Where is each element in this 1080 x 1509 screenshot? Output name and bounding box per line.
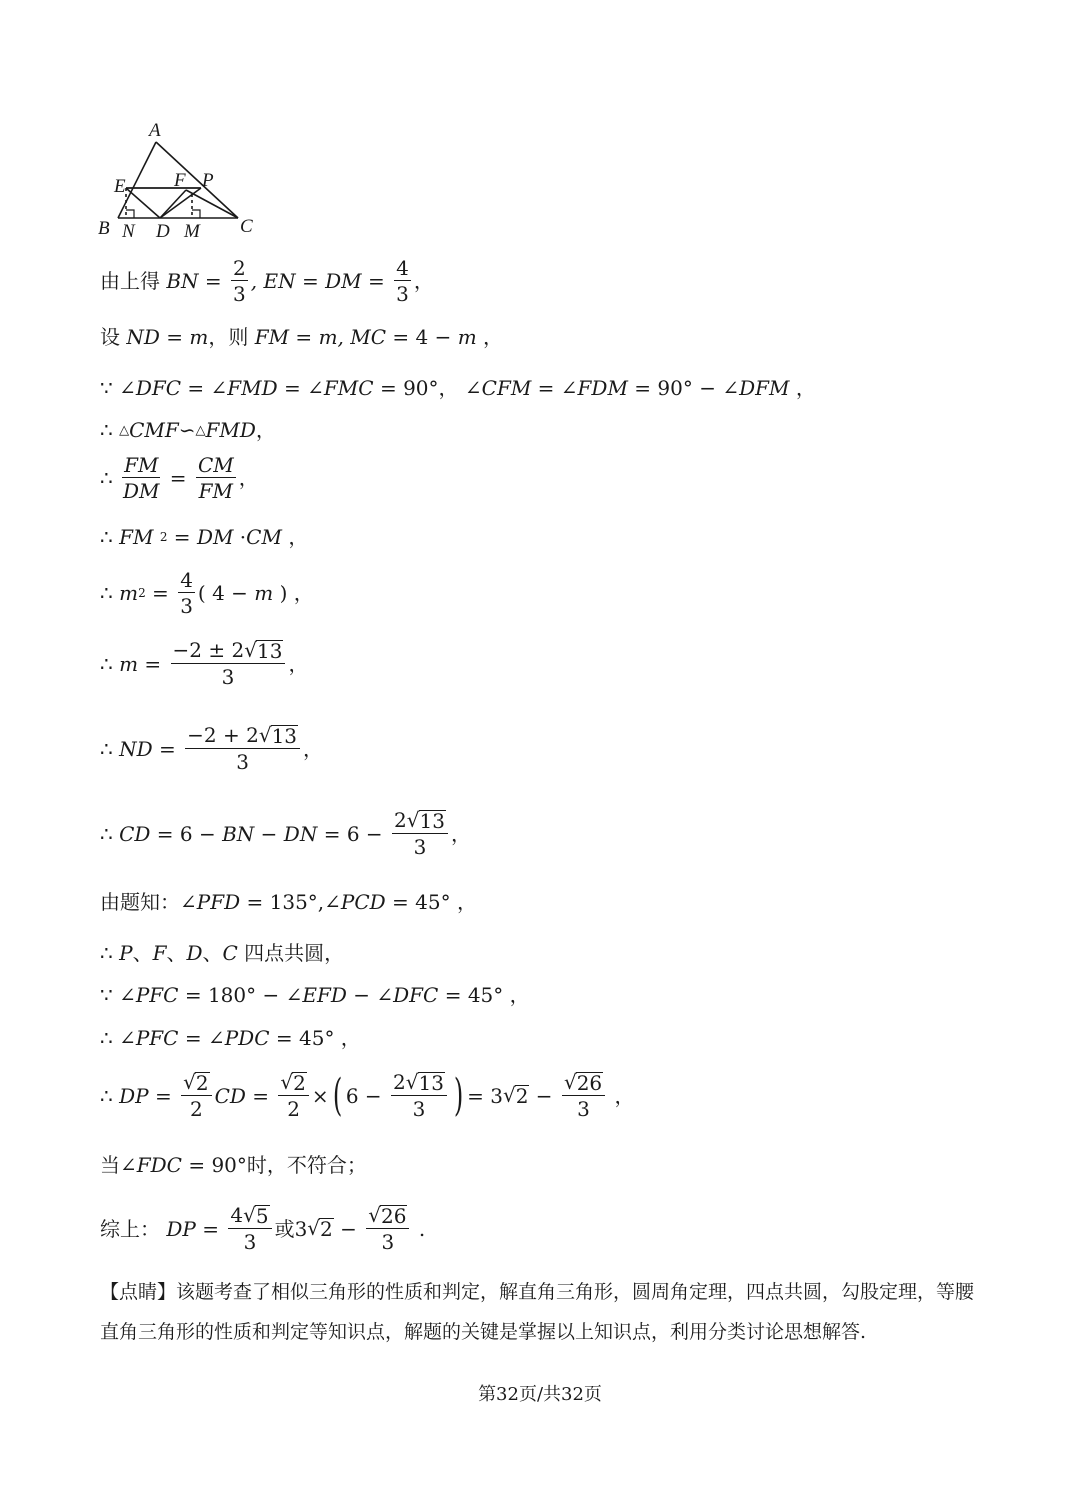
comma: ， xyxy=(255,418,276,442)
comma: ， xyxy=(288,525,309,549)
fraction: $\frac{2}{3}$ xyxy=(233,256,246,306)
comma: ， xyxy=(238,466,259,490)
label-M: M xyxy=(184,221,200,242)
step-nd: ∴ ND = −2 + 2 √ 13 3 ， xyxy=(100,723,324,774)
text-then: ，则 xyxy=(208,325,249,349)
comma: ， xyxy=(340,1026,361,1050)
step-summary: 综上： DP = 4 √ 5 3 或 3 √ 2 − √ 26 3 . xyxy=(100,1203,426,1254)
step-angles: ∵ ∠ DFC = ∠ FMD = ∠ FMC = 90° ， ∠ CFM = ∠ FDM = 90° − ∠ DFM ， xyxy=(100,376,816,400)
step-similar: ∴ △ CMF ∽ △ FMD ， xyxy=(100,418,276,442)
step-known: 由题知： ∠ PFD = 135°,∠ PCD = 45° ， xyxy=(100,890,477,914)
label-A: A xyxy=(149,120,161,141)
text-from-above: 由上得 xyxy=(100,269,160,293)
comma: ， xyxy=(288,651,309,676)
comma: ， xyxy=(483,325,504,349)
label-D: D xyxy=(156,221,170,242)
label-B: B xyxy=(98,218,110,239)
period: . xyxy=(418,1216,426,1241)
comma: ， xyxy=(795,376,816,400)
comma: ， xyxy=(456,890,477,914)
step-m-squared: ∴ m 2 = $\frac{4}{3}$ ( 4 − m ) ， xyxy=(100,568,314,618)
step-bn-en: 由上得 BN = $\frac{2}{3}$ , EN = DM = $\frac{4}{3}$ ， xyxy=(100,256,434,306)
step-pdc: ∴ ∠ PFC = ∠ PDC = 45° ， xyxy=(100,1026,361,1050)
label-C: C xyxy=(240,216,253,237)
step-concyclic: ∴ P 、 F 、 D 、 C 四点共圆， xyxy=(100,941,345,965)
comma: ， xyxy=(450,821,471,846)
text-summary: 综上： xyxy=(100,1216,160,1241)
step-ratio: ∴ $\frac{FM}{DM}$ = $\frac{CM}{FM}$ ， xyxy=(100,453,259,503)
step-fdc: 当 ∠ FDC = 90° 时，不符合； xyxy=(100,1153,367,1177)
step-m-solution: ∴ m = −2 ± 2 √ 13 3 ， xyxy=(100,638,309,689)
comma: ， xyxy=(303,736,324,761)
text-when-tail: 时，不符合； xyxy=(246,1153,367,1177)
comma: ， xyxy=(614,1083,635,1108)
label-E: E xyxy=(114,176,126,197)
text-four-points: 四点共圆， xyxy=(244,941,345,965)
step-cd: ∴ CD = 6 − BN − DN = 6 − 2 √ 13 3 ， xyxy=(100,808,471,859)
comment-body: 该题考查了相似三角形的性质和判定，解直角三角形，圆周角定理，四点共圆，勾股定理，等腰直角三角形的性质和判定等知识点，解题的关键是掌握以上知识点，利用分类讨论思想解答. xyxy=(100,1281,975,1343)
step-pfc: ∵ ∠ PFC = 180° − ∠ EFD − ∠ DFC = 45° ， xyxy=(100,983,530,1007)
comma: ， xyxy=(509,983,530,1007)
label-F: F xyxy=(174,170,186,191)
text-or: 或 xyxy=(274,1216,295,1241)
step-let-nd: 设 ND = m ，则 FM = m, MC = 4 − m ， xyxy=(100,325,504,349)
label-P: P xyxy=(202,170,214,191)
comma: ， xyxy=(293,581,314,605)
text-known: 由题知： xyxy=(100,890,180,914)
comment-paragraph xyxy=(100,1272,990,1352)
label-N: N xyxy=(122,221,135,242)
text-let: 设 xyxy=(100,325,120,349)
comma: ， xyxy=(413,269,434,293)
step-dp: ∴ DP = √ 2 2 CD = √ 2 2 × ( 6 − 2 √ 13 3 ) = 3 √ 2 − √ 26 3 ， xyxy=(100,1069,635,1121)
comment-tag: 【点睛】 xyxy=(100,1281,177,1303)
step-fm-squared: ∴ FM 2 = DM · CM ， xyxy=(100,525,309,549)
text-when: 当 xyxy=(100,1153,120,1177)
page-footer: 第32页/共32页 xyxy=(478,1384,602,1405)
geometry-figure xyxy=(96,118,276,248)
